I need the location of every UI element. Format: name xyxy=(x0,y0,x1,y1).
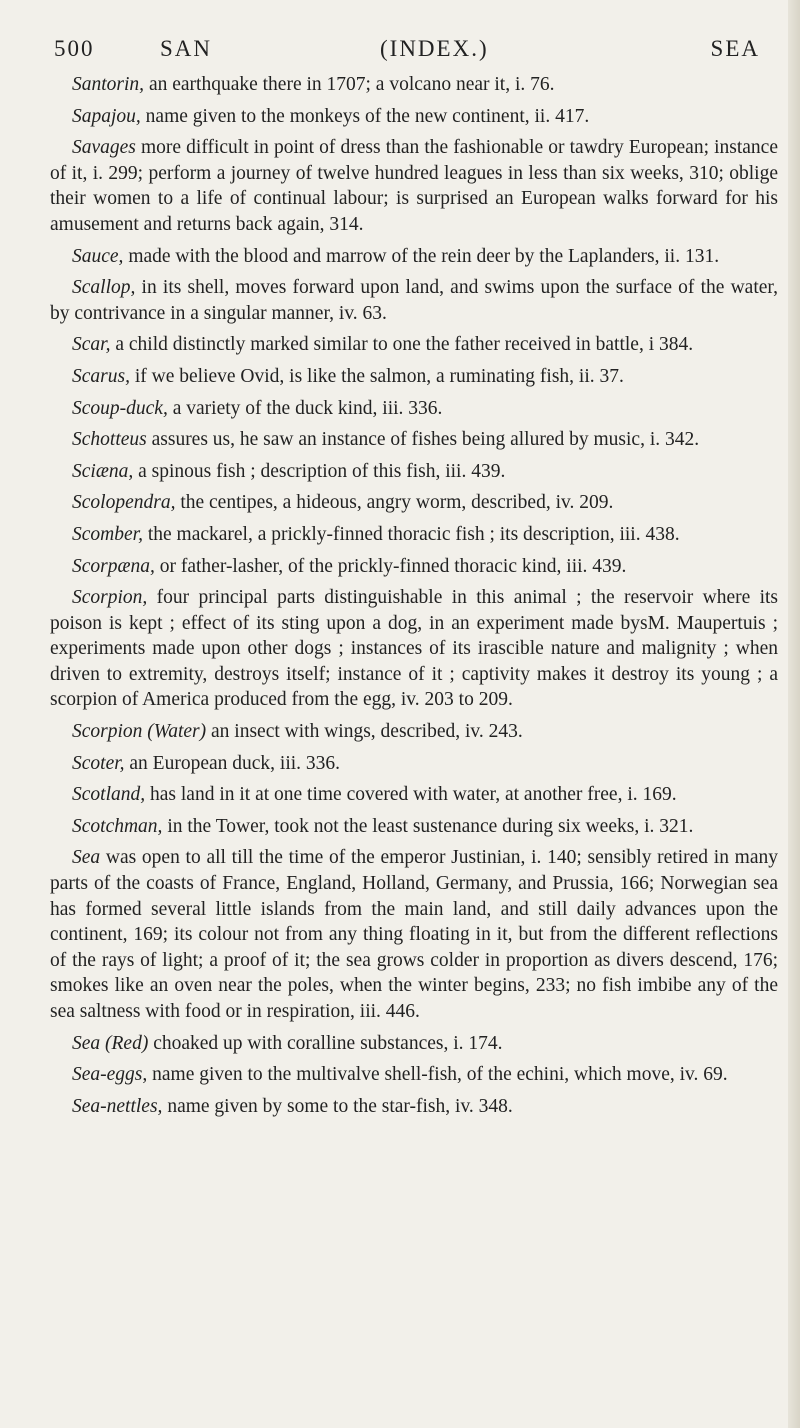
entry-term: Scoup-duck, xyxy=(72,397,168,419)
index-entry xyxy=(50,814,778,840)
entry-text: an European duck, iii. 336. xyxy=(124,752,341,774)
index-entry xyxy=(50,332,778,358)
index-entry xyxy=(50,275,778,326)
entry-term: Scotland, xyxy=(72,784,146,806)
index-entry xyxy=(50,782,778,808)
entry-term: Sea-nettles, xyxy=(72,1095,163,1117)
index-entry xyxy=(50,104,778,130)
entry-term: Scorpæna, xyxy=(72,555,155,577)
index-entry xyxy=(50,522,778,548)
entry-term: Scar, xyxy=(72,334,111,356)
index-entry xyxy=(50,72,778,98)
entry-term: Sea xyxy=(72,847,101,869)
entry-text: if we believe Ovid, is like the salmon, a ruminating fish, ii. 37. xyxy=(129,365,624,387)
entry-text: the centipes, a hideous, angry worm, described, iv. 209. xyxy=(175,492,614,514)
page-number: 500 xyxy=(54,36,95,61)
entry-term: Scolopendra, xyxy=(72,492,176,514)
entry-term: Sciæna, xyxy=(72,460,134,482)
index-entry xyxy=(50,427,778,453)
entry-text: four principal parts distinguishable in this animal ; the reservoir where its poison is kept ; effect of its sting upon a dog, in an experiment made bysM. Maupertuis ; experiments made upon other dogs ; instances of its irascible nature and malignity ; when driven to extremity, destroys itself; instance of it ; captivity makes it destroy its young ; a scorpion of America produced from the egg, iv. 203 to 209. xyxy=(50,587,778,711)
entry-text: an insect with wings, described, iv. 243. xyxy=(206,721,523,743)
entry-text: has land in it at one time covered with water, at another free, i. 169. xyxy=(145,784,677,806)
entry-term: Scorpion, xyxy=(72,587,148,609)
entry-term: Scarus, xyxy=(72,365,130,387)
entry-text: a variety of the duck kind, iii. 336. xyxy=(167,397,443,419)
entry-text: assures us, he saw an instance of fishes being allured by music, i. 342. xyxy=(146,429,700,451)
index-entry xyxy=(50,845,778,1024)
entry-text: in its shell, moves forward upon land, and swims upon the surface of the water, by contrivance in a singular manner, iv. 63. xyxy=(50,277,778,324)
entry-term: Sapajou, xyxy=(72,105,141,127)
index-entry xyxy=(50,1062,778,1088)
entry-term: Sea-eggs, xyxy=(72,1064,148,1086)
entry-term: Schotteus xyxy=(72,429,147,451)
index-entry xyxy=(50,1094,778,1120)
index-entry xyxy=(50,751,778,777)
entry-term: Scoter, xyxy=(72,752,125,774)
header-title: (INDEX.) xyxy=(380,36,489,61)
entry-text: name given to the multivalve shell-fish, of the echini, which move, iv. 69. xyxy=(147,1064,728,1086)
index-entry xyxy=(50,490,778,516)
index-entry xyxy=(50,135,778,237)
index-entry xyxy=(50,244,778,270)
header-right-keyword: SEA xyxy=(710,36,760,61)
entry-text: choaked up with coralline substances, i. 174. xyxy=(148,1032,503,1054)
index-entries xyxy=(50,72,778,1119)
running-header xyxy=(50,18,778,72)
index-entry xyxy=(50,1031,778,1057)
entry-term: Scotchman, xyxy=(72,815,163,837)
index-entry xyxy=(50,585,778,713)
index-entry xyxy=(50,554,778,580)
entry-term: Scomber, xyxy=(72,523,143,545)
entry-text: the mackarel, a prickly-finned thoracic fish ; its description, iii. 438. xyxy=(142,523,680,545)
entry-text: in the Tower, took not the least sustenance during six weeks, i. 321. xyxy=(162,815,694,837)
entry-text: name given by some to the star-fish, iv. 348. xyxy=(162,1095,513,1117)
entry-text: a spinous fish ; description of this fish, iii. 439. xyxy=(133,460,506,482)
entry-text: made with the blood and marrow of the rein deer by the Laplanders, ii. 131. xyxy=(123,245,720,267)
entry-term: Santorin, xyxy=(72,74,145,95)
entry-term: Savages xyxy=(72,137,136,159)
entry-text: or father-lasher, of the prickly-finned thoracic kind, iii. 439. xyxy=(154,555,627,577)
entry-text: an earthquake there in 1707; a volcano near it, i. 76. xyxy=(144,74,555,95)
entry-term: Scallop, xyxy=(72,277,136,299)
index-entry xyxy=(50,719,778,745)
entry-term: Sea (Red) xyxy=(72,1032,149,1054)
entry-text: a child distinctly marked similar to one the father received in battle, i 384. xyxy=(110,334,694,356)
index-entry xyxy=(50,396,778,422)
entry-text: more difficult in point of dress than the fashionable or tawdry European; instance of it, i. 299; perform a journey of twelve hundred leagues in less than six weeks, 310; oblige their women to a life of continual labour; is surprised an European walks forward for his amusement and returns back again, 314. xyxy=(50,137,778,235)
entry-term: Sauce, xyxy=(72,245,124,267)
index-entry xyxy=(50,459,778,485)
entry-text: name given to the monkeys of the new continent, ii. 417. xyxy=(140,105,590,127)
header-left-keyword: SAN xyxy=(160,36,213,61)
index-entry xyxy=(50,364,778,390)
entry-text: was open to all till the time of the emperor Justinian, i. 140; sensibly retired in many parts of the coasts of France, England, Holland, Germany, and Prussia, 166; Norwegian sea has formed several little islands from the main land, and still daily advances upon the continent, 169; its colour not from any thing floating in it, but from the different reflections of the rays of light; a proof of it; the sea grows colder in proportion as divers descend, 176; smokes like an oven near the poles, when the winter begins, 233; no fish imbibe any of the sea saltness with food or in respiration, iii. 446. xyxy=(50,847,778,1022)
entry-term: Scorpion (Water) xyxy=(72,721,207,743)
page-edge-shadow xyxy=(788,0,800,1428)
